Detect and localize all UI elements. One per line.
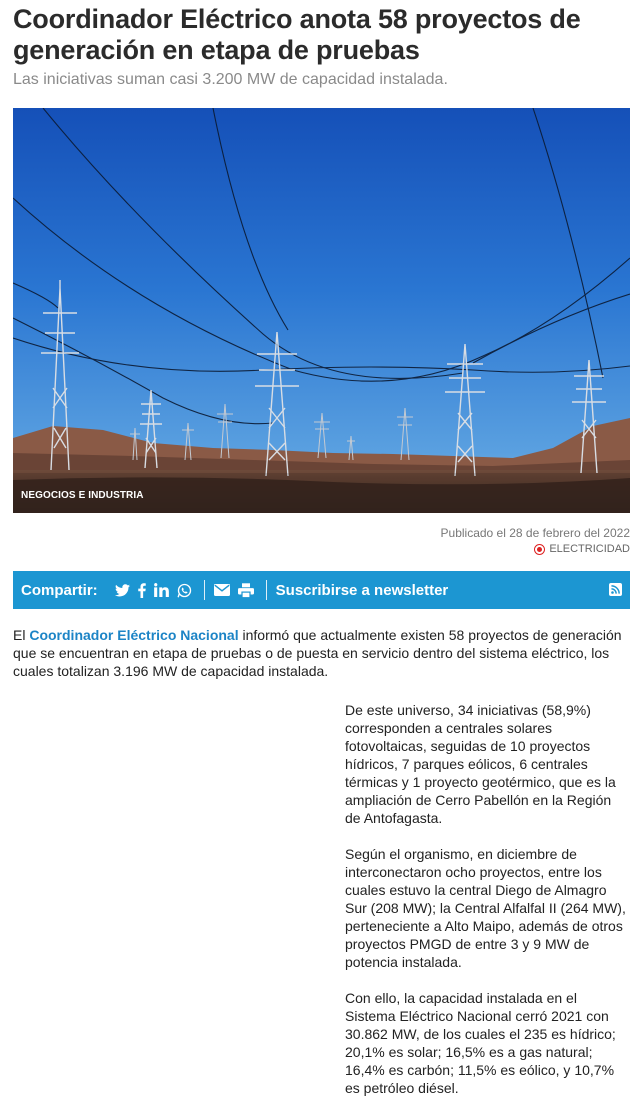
coordinador-link[interactable]: Coordinador Eléctrico Nacional [29,627,239,643]
email-icon[interactable] [214,584,230,596]
body-paragraph-1: De este universo, 34 iniciativas (58,9%) corresponden a centrales solares fotovoltaicas, seguidas de 10 proyectos hídricos, 7 parques eólicos, 6 centrales térmicas y 1 proyecto geotérmico, que es la ampliación de Cerro Pabellón en la Región de Antofagasta. [345,702,616,826]
facebook-icon[interactable] [138,583,146,598]
body-paragraph-3: Con ello, la capacidad instalada en el Sistema Eléctrico Nacional cerró 2021 con 30.862 MW, de los cuales el 235 es hídrico; 20,1% es solar; 16,5% es a gas natural; 16,4% es carbón; 11,5% es eólico, y 10,7% es petróleo diésel. [345,990,616,1096]
image-category-tag: NEGOCIOS E INDUSTRIA [21,490,144,501]
lead-paragraph [13,626,625,680]
print-icon[interactable] [238,583,254,598]
category-link[interactable] [534,543,630,555]
linkedin-icon[interactable] [154,583,169,597]
lead-text: informó que actualmente existen 58 proyectos de generación que se encuentran en etapa de pruebas o de puesta en servicio dentro del sistema eléctrico, los cuales totalizan 3.196 MW de capacidad instalada. [13,627,622,679]
whatsapp-icon[interactable] [177,583,192,598]
share-bar [13,571,630,609]
lead-prefix: El [13,627,30,643]
power-lines-photo [13,108,630,513]
record-dot-icon [534,544,545,555]
article-body-column [345,701,627,1115]
twitter-icon[interactable] [115,584,130,597]
share-divider [204,580,205,600]
share-label: Compartir: [21,581,98,599]
hero-image [13,108,630,513]
article-subtitle: Las iniciativas suman casi 3.200 MW de capacidad instalada. [13,71,448,88]
category-label: ELECTRICIDAD [549,543,630,555]
publish-date: Publicado el 28 de febrero del 2022 [440,526,630,540]
article-headline: Coordinador Eléctrico anota 58 proyectos de generación en etapa de pruebas [13,4,581,65]
share-divider [266,580,267,600]
newsletter-subscribe-link[interactable]: Suscribirse a newsletter [275,581,449,599]
rss-icon[interactable] [609,583,622,601]
body-paragraph-2: Según el organismo, en diciembre de interconectaron ocho proyectos, entre los cuales estuvo la central Diego de Almagro Sur (208 MW); la Central Alfalfal II (264 MW), perteneciente a Alto Maipo, además de otros proyectos PMGD de entre 3 y 9 MW de potencia instalada. [345,846,626,970]
